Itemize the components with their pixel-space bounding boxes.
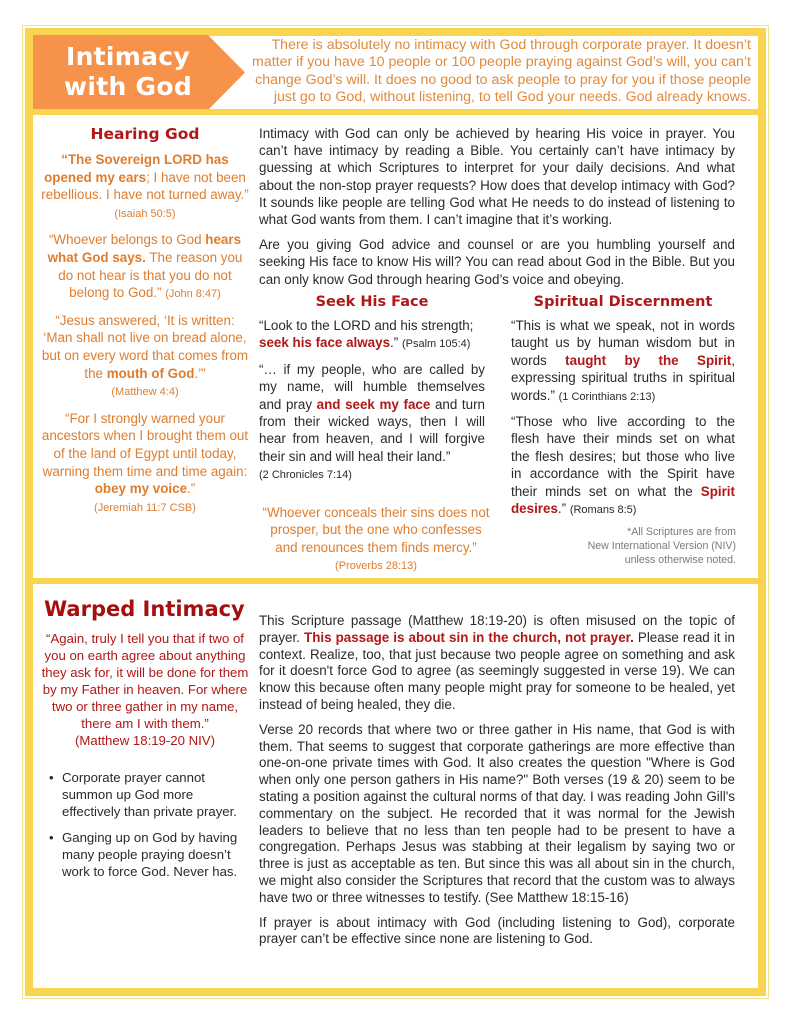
list-item — [49, 829, 250, 881]
paragraph-text: This Scripture passage (Matthew 18:19-20) is often misused on the topic of prayer. — [259, 613, 735, 645]
quote-emphasis: obey my voice — [94, 481, 188, 497]
quote-emphasis: mouth of God — [106, 365, 195, 381]
quote-emphasis: and seek my face — [316, 396, 431, 412]
list-item — [49, 769, 250, 821]
quote-text: ; I have not been rebellious. I have not turned away.” — [41, 169, 249, 203]
scripture-reference: (2 Chronicles 7:14) — [259, 469, 352, 482]
warped-intimacy-main-text — [259, 613, 735, 956]
key-points-list — [40, 769, 250, 880]
footnote-line: unless otherwise noted. — [624, 554, 736, 567]
scripture-reference: (Isaiah 50:5) — [114, 207, 176, 220]
bullet-icon: • — [49, 770, 54, 785]
header-banner — [33, 35, 758, 110]
footnote-line: *All Scriptures are from — [627, 526, 736, 538]
scripture-reference: (John 8:47) — [165, 288, 221, 301]
quote-text: “… if my people, who are called by my name, will humble themselves and pray — [259, 361, 485, 412]
body-paragraph: Are you giving God advice and counsel or are you humbling yourself and seeking His face to know His will? You can read about God in the Bible. But you can only know God through hearing God’s voice and obeying. — [259, 237, 735, 287]
quote-text: and turn from their wicked ways, then I will hear from heaven, and I will forgive their sin and will heal their land.” — [259, 396, 485, 464]
hearing-god-sidebar — [40, 124, 250, 525]
section-divider — [33, 578, 758, 584]
body-paragraph: Intimacy with God can only be achieved by hearing His voice in prayer. You can’t have intimacy by reading a Bible. You certainly can’t have intimacy by guessing at which Scriptures to interpret for your daily decisions. And what about the non-stop prayer requests? How does that develop intimacy with God? It sounds like people are telling God what He needs to do instead of listening to what God wants from them. I can’t imagine that it’s working. — [259, 126, 735, 228]
quote-emphasis: Spirit desires — [511, 483, 735, 517]
quote-emphasis: “The Sovereign LORD has opened my ears — [44, 152, 229, 185]
intimacy-main-text — [259, 125, 735, 296]
quote-text: “Whoever conceals their sins does not prosper, but the one who confesses and renounces them finds mercy.” — [262, 505, 490, 555]
scripture-quote — [40, 151, 250, 223]
hearing-god-heading: Hearing God — [90, 125, 200, 143]
spiritual-discernment-heading: Spiritual Discernment — [533, 294, 713, 310]
footnote-line: New International Version (NIV) — [587, 540, 736, 553]
scripture-reference: (Matthew 18:19-20 NIV) — [75, 733, 215, 748]
quote-text: “Jesus answered, ‘It is written: ‘Man shall not live on bread alone, but on every word that comes from the — [41, 312, 249, 381]
warped-intimacy-sidebar — [40, 596, 250, 888]
scripture-reference: (Proverbs 28:13) — [335, 560, 417, 573]
quote-text: “Look to the LORD and his strength; — [259, 318, 474, 333]
list-item-text: Ganging up on God by having many people praying doesn’t work to force God. Never has. — [62, 829, 238, 880]
paragraph-emphasis: This passage is about sin in the church, not prayer. — [304, 629, 634, 645]
quote-emphasis: hears what God says. — [47, 232, 242, 265]
banner-intro-text: There is absolutely no intimacy with God through corporate prayer. It doesn’t matter if you have 10 people or 100 people praying against God’s will, you can’t change God’s will. It does no good to ask people to pray for you if those people just go to God, without listening, to tell God your needs. God already knows. — [252, 37, 751, 106]
quote-emphasis: taught by the Spirit — [565, 352, 732, 368]
scripture-quote — [511, 317, 735, 406]
scripture-quote — [40, 231, 250, 303]
scripture-reference: (Psalm 105:4) — [401, 338, 471, 351]
banner-divider — [33, 109, 758, 115]
seek-his-face-column — [259, 293, 485, 492]
quote-text: .” — [187, 481, 196, 497]
page-title-line1: Intimacy — [65, 42, 191, 71]
list-item-text: Corporate prayer cannot summon up God more effectively than private prayer. — [62, 770, 237, 820]
page-title — [33, 42, 223, 102]
scripture-reference: (Jeremiah 11:7 CSB) — [94, 501, 196, 514]
quote-text: “Whoever belongs to God — [48, 232, 206, 248]
scripture-quote — [259, 361, 485, 485]
warped-intimacy-heading: Warped Intimacy — [44, 597, 245, 621]
scripture-quote — [40, 312, 250, 402]
quote-text: The reason you do not hear is that you do not belong to God.” — [58, 249, 243, 301]
spiritual-discernment-column — [511, 293, 735, 526]
body-paragraph: Verse 20 records that where two or three gather in His name, that God is with them. That seems to suggest that corporate gatherings are more effective than one-on-one private times with God. It also creates the question "Where is God when only one person gathers in His name?" Both verses (19 & 20) seem to be stating a position against the cultural norms of that day. I was reading John Gill's commentary on the subject. He recorded that it was normal for the Jewish leaders to believe that no less than ten people had to be present to have a congregation. Perhaps Jesus was stabbing at their legalism by saying two or three is just as acceptable as ten. But since this was all about sin in the church, we might also consider the Scriptures that record that the custom was to always have two or three witnesses to testify. (See Matthew 18:15-16) — [259, 721, 735, 905]
scripture-reference: (Matthew 4:4) — [111, 386, 179, 399]
quote-text: “This is what we speak, not in words taught us by human wisdom but in words — [511, 318, 735, 368]
quote-text: “Those who live according to the flesh have their minds set on what the flesh desires; but those who live in accordance with the Spirit have their minds set on what the — [511, 414, 735, 499]
body-paragraph — [259, 613, 735, 714]
proverbs-quote — [262, 504, 490, 576]
quote-text: “Again, truly I tell you that if two of you on earth agree about anything they ask for, it will be done for them by my Father in heaven. For where two or three gather in my name, there am I with them.” — [41, 631, 249, 731]
scripture-reference: (Romans 8:5) — [569, 504, 637, 517]
scripture-quote — [40, 410, 250, 518]
quote-text: .” — [390, 335, 399, 351]
seek-his-face-heading: Seek His Face — [315, 294, 429, 310]
scripture-reference: (1 Corinthians 2:13) — [558, 390, 656, 403]
scripture-quote — [40, 630, 250, 749]
page-title-line2: with God — [63, 72, 193, 101]
body-paragraph: If prayer is about intimacy with God (including listening to God), corporate prayer can’t be effective since none are listening to God. — [259, 914, 735, 947]
scripture-quote — [259, 317, 485, 354]
paragraph-text: Please read it in context. Realize, too, that just because two people agree on something and ask for it doesn't force God to agree (as seemingly suggested in verse 19). We can know this because often many people might pray for someone to be healed, yet instead of being healed, they die. — [259, 629, 735, 712]
quote-text: “For I strongly warned your ancestors when I brought them out of the land of Egypt until today, warning them time and time again: — [41, 410, 249, 479]
quote-text: .” — [557, 501, 567, 517]
quote-text: , expressing spiritual truths in spiritual words.” — [511, 352, 735, 403]
translation-footnote — [560, 525, 736, 568]
quote-emphasis: seek his face always — [259, 335, 391, 351]
quote-text: .’” — [194, 365, 206, 381]
scripture-quote — [511, 413, 735, 519]
bullet-icon: • — [49, 829, 54, 845]
